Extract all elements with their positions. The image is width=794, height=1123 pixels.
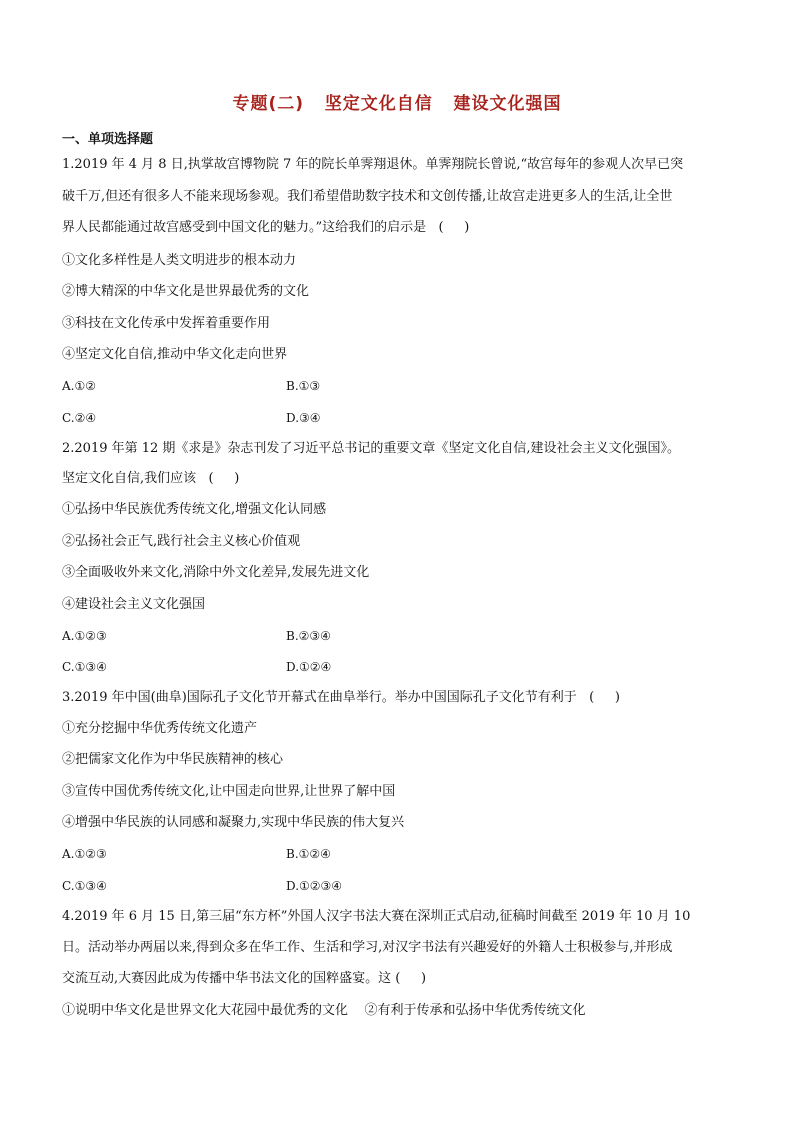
q2-item: ④建设社会主义文化强国 [62,597,206,612]
q3-option-a: A.①②③ [62,847,107,861]
q1-option-d: D.③④ [286,411,321,425]
q3-option-c: C.①③④ [62,879,107,893]
q1-option-b: B.①③ [286,379,321,393]
q2-item: ②弘扬社会正气,践行社会主义核心价值观 [62,534,301,549]
q2-option-a: A.①②③ [62,629,107,643]
q1-option-c: C.②④ [62,411,97,425]
q3-item: ①充分挖掘中华优秀传统文化遗产 [62,721,258,736]
q2-item: ①弘扬中华民族优秀传统文化,增强文化认同感 [62,502,327,517]
q3-option-d: D.①②③④ [286,879,343,893]
q2-stem-line: 2.2019 年第 12 期《求是》杂志刊发了习近平总书记的重要文章《坚定文化自信,建设社会主义文化强国》。 [62,441,681,456]
q1-stem-line: 1.2019 年 4 月 8 日,执掌故宫博物院 7 年的院长单霁翔退休。单霁翔院长曾说,“故宫每年的参观人次早已突 [62,157,684,172]
q2-stem-line: 坚定文化自信,我们应该 ( ) [62,471,240,486]
q2-option-b: B.②③④ [286,629,331,643]
q4-stem-line: 交流互动,大赛因此成为传播中华书法文化的国粹盛宴。这 ( ) [62,971,427,986]
q1-stem-line: 破千万,但还有很多人不能来现场参观。我们希望借助数字技术和文创传播,让故宫走进更多人的生活,让全世 [62,189,673,204]
q2-option-d: D.①②④ [286,660,332,674]
q3-item: ②把儒家文化作为中华民族精神的核心 [62,752,284,767]
q3-item: ③宣传中国优秀传统文化,让中国走向世界,让世界了解中国 [62,784,396,799]
q1-stem-line: 界人民都能通过故宫感受到中国文化的魅力。”这给我们的启示是 ( ) [62,220,470,235]
q1-option-a: A.①② [62,379,96,393]
page-title: 专题(二) 坚定文化自信 建设文化强国 [232,94,562,114]
q3-option-b: B.①②④ [286,847,331,861]
q1-item: ③科技在文化传承中发挥着重要作用 [62,316,271,331]
q1-item: ④坚定文化自信,推动中华文化走向世界 [62,347,288,362]
q2-option-c: C.①③④ [62,660,107,674]
q1-item: ②博大精深的中华文化是世界最优秀的文化 [62,284,310,299]
q3-stem-line: 3.2019 年中国(曲阜)国际孔子文化节开幕式在曲阜举行。举办中国国际孔子文化节有利于 ( ) [62,690,620,705]
q2-item: ③全面吸收外来文化,消除中外文化差异,发展先进文化 [62,565,370,580]
q4-stem-line: 4.2019 年 6 月 15 日,第三届“东方杯”外国人汉字书法大赛在深圳正式启动,征稿时间截至 2019 年 10 月 10 [62,909,691,924]
q4-item: ①说明中华文化是世界文化大花园中最优秀的文化 ②有利于传承和弘扬中华优秀传统文化 [62,1003,586,1018]
q4-stem-line: 日。活动举办两届以来,得到众多在华工作、生活和学习,对汉字书法有兴趣爱好的外籍人士积极参与,并形成 [62,940,673,955]
q1-item: ①文化多样性是人类文明进步的根本动力 [62,253,297,268]
q3-item: ④增强中华民族的认同感和凝聚力,实现中华民族的伟大复兴 [62,815,405,830]
section-heading: 一、单项选择题 [62,132,154,147]
